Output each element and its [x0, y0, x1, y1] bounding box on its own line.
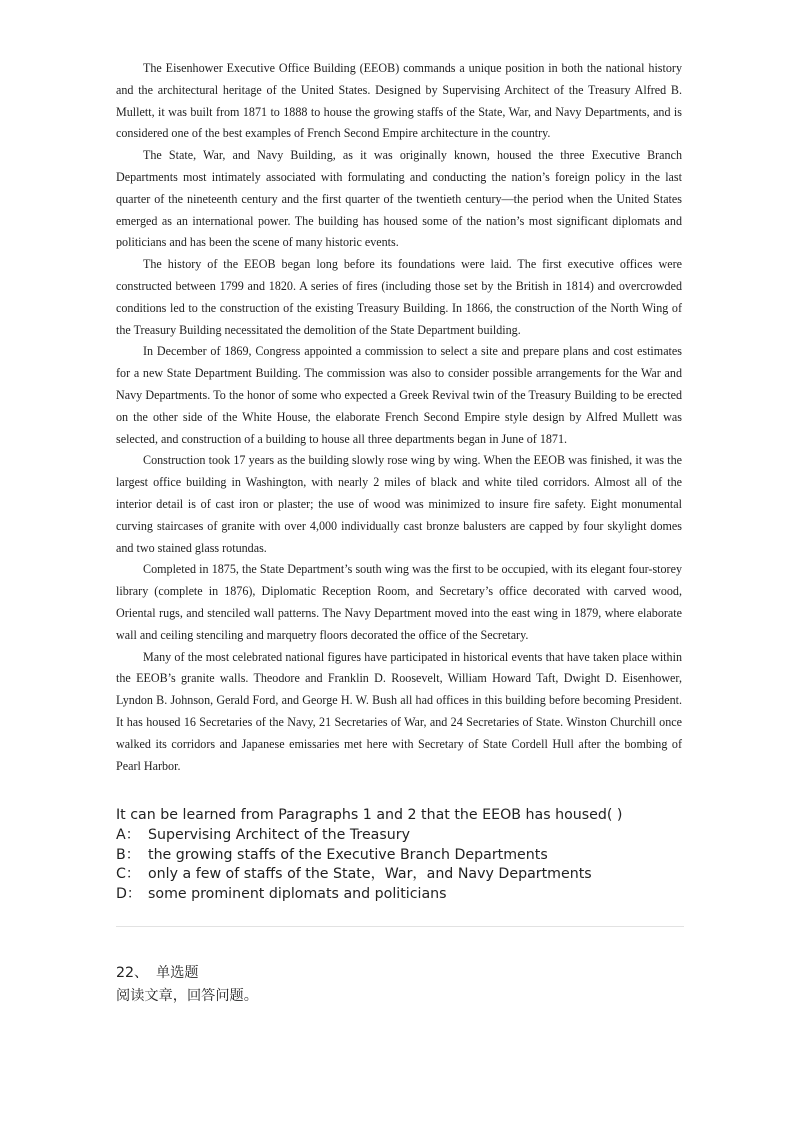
option-a-letter: A： — [116, 826, 140, 843]
question-type: 单选题 — [156, 965, 199, 981]
question-instruction: 阅读文章，回答问题。 — [116, 988, 258, 1004]
option-d[interactable] — [116, 885, 716, 905]
passage-paragraph-4: In December of 1869, Congress appointed a commission to select a site and prepare plans and cost estimates for a new State Department Building. The commission was also to consider possible arrangements for the War and Navy Departments. To the honor of some who expected a Greek Revival twin of the Treasury Building to be erected on the other side of the White House, the elaborate French Second Empire style design by Alfred Mullett was selected, and construction of a building to house all three departments began in June of 1871. — [116, 344, 682, 446]
question-block — [116, 806, 716, 905]
next-question-header — [116, 962, 716, 1008]
section-divider — [116, 926, 684, 927]
passage-paragraph-5: Construction took 17 years as the building slowly rose wing by wing. When the EEOB was finished, it was the largest office building in Washington, with nearly 2 miles of black and white tiled corridors. Almost all of the interior detail is of cast iron or plaster; the use of wood was minimized to insure fire safety. Eight monumental curving staircases of granite with over 4,000 individually cast bronze balusters are capped by four skylight domes and two stained glass rotundas. — [116, 453, 682, 555]
option-d-text: some prominent diplomats and politicians — [148, 886, 447, 903]
passage-paragraph-2: The State, War, and Navy Building, as it was originally known, housed the three Executive Branch Departments most intimately associated with formulating and conducting the nation’s foreign policy in the last quarter of the nineteenth century and the first quarter of the twentieth century—the period when the United States emerged as an international power. The building has housed some of the nation’s most significant diplomats and politicians and has been the scene of many historic events. — [116, 148, 682, 250]
option-b[interactable] — [116, 846, 716, 866]
option-b-letter: B： — [116, 846, 140, 863]
option-a-text: Supervising Architect of the Treasury — [148, 826, 410, 843]
reading-passage — [116, 58, 682, 777]
passage-paragraph-7: Many of the most celebrated national figures have participated in historical events that have taken place within the EEOB’s granite walls. Theodore and Franklin D. Roosevelt, William Howard Taft, Dwight D. Eisenhower, Lyndon B. Johnson, Gerald Ford, and George H. W. Bush all had offices in this building before becoming President. It has housed 16 Secretaries of the Navy, 21 Secretaries of War, and 24 Secretaries of State. Winston Churchill once walked its corridors and Japanese emissaries met here with Secretary of State Cordell Hull after the bombing of Pearl Harbor. — [116, 649, 682, 773]
option-c-letter: C： — [116, 866, 141, 883]
passage-paragraph-3: The history of the EEOB began long before its foundations were laid. The first executive offices were constructed between 1799 and 1820. A series of fires (including those set by the British in 1814) and overcrowded conditions led to the construction of the existing Treasury Building. In 1866, the construction of the North Wing of the Treasury Building necessitated the demolition of the State Department building. — [116, 257, 682, 337]
option-c[interactable] — [116, 865, 716, 885]
option-b-text: the growing staffs of the Executive Branch Departments — [148, 846, 548, 863]
question-number: 22、 — [116, 965, 149, 981]
question-stem: It can be learned from Paragraphs 1 and 2 that the EEOB has housed( ) — [116, 807, 623, 823]
option-d-letter: D： — [116, 886, 142, 903]
option-c-text: only a few of staffs of the State，War，and Navy Departments — [148, 866, 592, 883]
option-a[interactable] — [116, 826, 716, 846]
next-question-title — [116, 962, 716, 985]
passage-paragraph-1: The Eisenhower Executive Office Building (EEOB) commands a unique position in both the national history and the architectural heritage of the United States. Designed by Supervising Architect of the Treasury Alfred B. Mullett, it was built from 1871 to 1888 to house the growing staffs of the State, War, and Navy Departments, and is considered one of the best examples of French Second Empire architecture in the country. — [116, 61, 682, 141]
passage-paragraph-6: Completed in 1875, the State Department’s south wing was the first to be occupied, with its elegant four-storey library (complete in 1876), Diplomatic Reception Room, and Secretary’s office decorated with carved wood, Oriental rugs, and stenciled wall patterns. The Navy Department moved into the east wing in 1879, where elaborate wall and ceiling stenciling and marquetry floors decorated the office of the Secretary. — [116, 562, 682, 642]
